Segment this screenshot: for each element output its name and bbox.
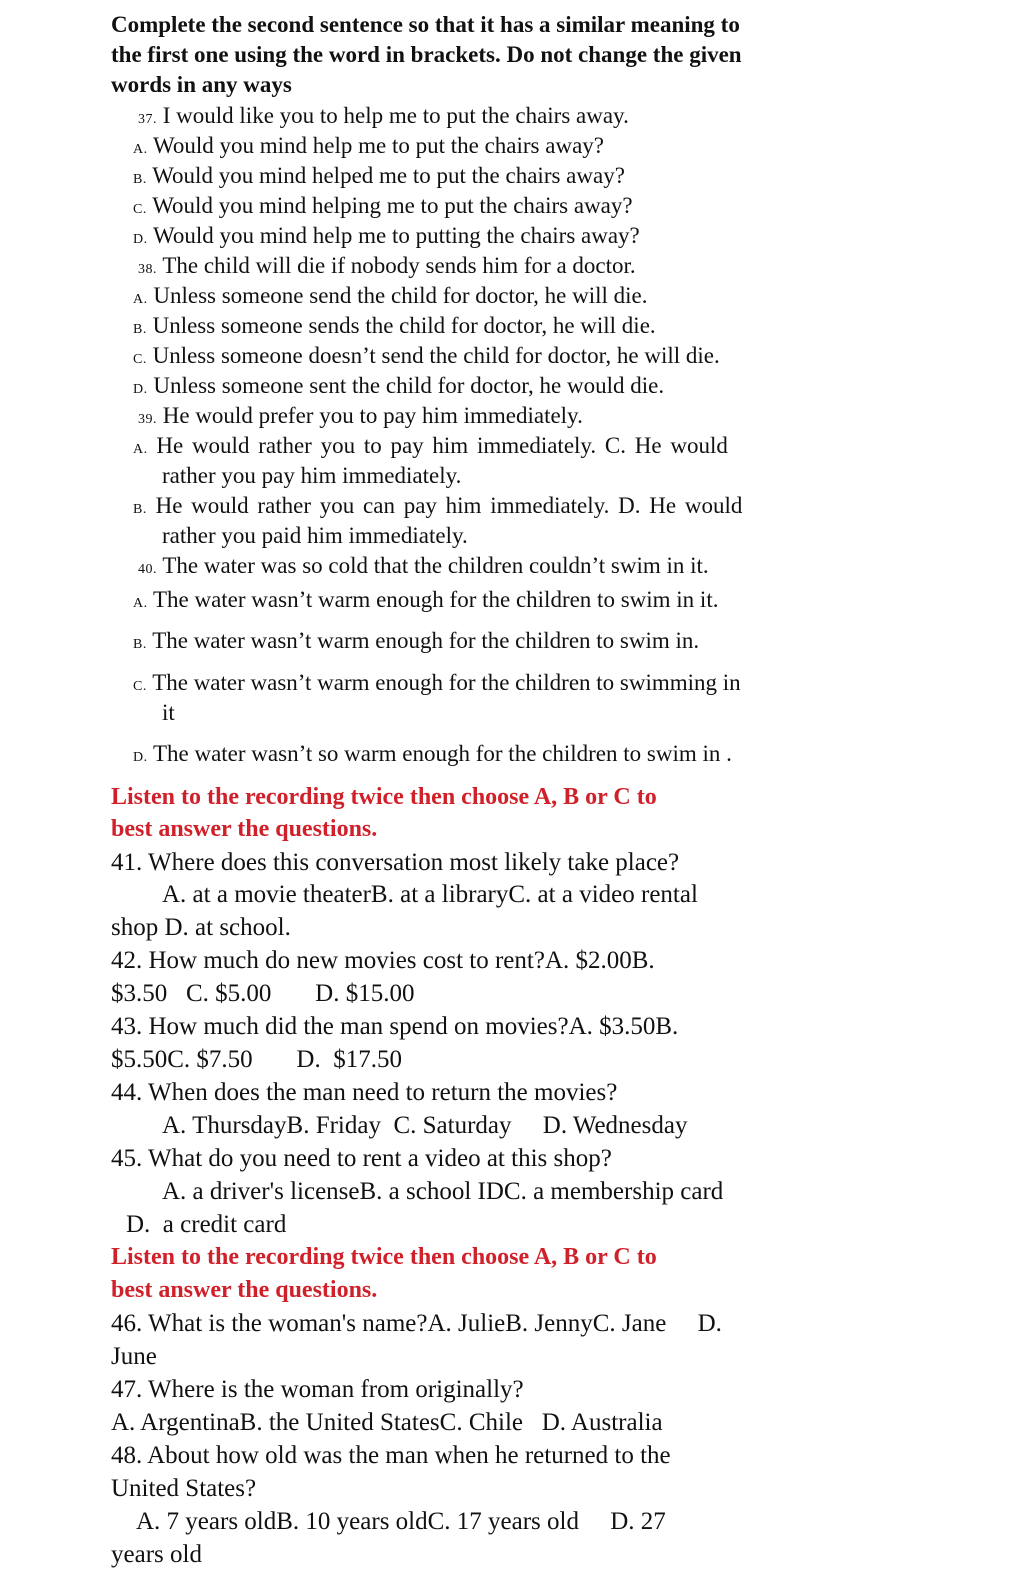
q46-options-cont: June: [111, 1343, 157, 1370]
option-text: The water wasn’t warm enough for the children to swim in it.: [152, 587, 719, 612]
option-text: Unless someone doesn’t send the child for doctor, he will die.: [152, 343, 720, 368]
q37-option-c: [133, 194, 633, 217]
q40-option-c-cont: it: [162, 700, 175, 725]
question-text: I would like you to help me to put the chairs away.: [162, 103, 629, 128]
q38-option-b: [133, 314, 656, 337]
option-text: The water wasn’t so warm enough for the children to swim in .: [152, 741, 732, 766]
instruction-line-1: Complete the second sentence so that it has a similar meaning to: [111, 12, 740, 37]
q45-options: A. a driver's licenseB. a school IDC. a membership card: [162, 1178, 724, 1205]
q40-option-a: [133, 588, 718, 611]
option-marker: C.: [133, 679, 147, 694]
question-number: 40.: [138, 562, 157, 577]
q38-option-c: [133, 344, 720, 367]
question-45: 45. What do you need to rent a video at this shop?: [111, 1145, 612, 1172]
question-48: 48. About how old was the man when he returned to the: [111, 1442, 671, 1469]
question-text: He would prefer you to pay him immediately.: [162, 403, 583, 428]
option-marker: B.: [133, 637, 147, 652]
question-48-cont: United States?: [111, 1475, 257, 1502]
option-text: Unless someone sends the child for doctor, he will die.: [152, 313, 656, 338]
q40-option-b: [133, 629, 699, 652]
question-37: [138, 104, 629, 127]
listening-heading-2-line-1: Listen to the recording twice then choose A, B or C to: [111, 1244, 657, 1270]
option-marker: D.: [133, 382, 148, 397]
listening-heading-1-line-1: Listen to the recording twice then choose A, B or C to: [111, 784, 657, 810]
question-46: 46. What is the woman's name?A. JulieB. JennyC. Jane D.: [111, 1310, 722, 1337]
q39-option-a-cont: rather you pay him immediately.: [162, 463, 462, 488]
option-text: Would you mind helped me to put the chairs away?: [152, 163, 625, 188]
q38-option-d: [133, 374, 664, 397]
q47-options: A. ArgentinaB. the United StatesC. Chile D. Australia: [111, 1409, 663, 1436]
option-text: Would you mind help me to putting the chairs away?: [152, 223, 640, 248]
q42-options-cont: $3.50 C. $5.00 D. $15.00: [111, 980, 415, 1007]
q37-option-d: [133, 224, 640, 247]
question-number: 37.: [138, 112, 157, 127]
option-marker: B.: [133, 172, 147, 187]
q44-options: A. ThursdayB. Friday C. Saturday D. Wednesday: [162, 1112, 688, 1139]
question-38: [138, 254, 636, 277]
listening-heading-2-line-2: best answer the questions.: [111, 1277, 378, 1303]
question-42: 42. How much do new movies cost to rent?A. $2.00B.: [111, 947, 655, 974]
q40-option-d: [133, 742, 732, 765]
question-41: 41. Where does this conversation most likely take place?: [111, 849, 680, 876]
option-marker: A.: [133, 292, 148, 307]
q37-option-b: [133, 164, 625, 187]
question-40: [138, 554, 709, 577]
option-text: He would rather you can pay him immediately. D. He would: [155, 493, 743, 518]
listening-heading-1-line-2: best answer the questions.: [111, 816, 378, 842]
q41-options-cont: shop D. at school.: [111, 914, 291, 941]
option-text: Unless someone sent the child for doctor, he would die.: [153, 373, 665, 398]
question-43: 43. How much did the man spend on movies?A. $3.50B.: [111, 1013, 679, 1040]
instruction-line-2: the first one using the word in brackets. Do not change the given: [111, 42, 742, 67]
option-marker: B.: [133, 502, 147, 517]
option-marker: A.: [133, 596, 148, 611]
instruction-line-3: words in any ways: [111, 72, 292, 97]
option-marker: D.: [133, 750, 148, 765]
option-text: Unless someone send the child for doctor, he will die.: [153, 283, 648, 308]
option-marker: C.: [133, 352, 147, 367]
option-text: The water wasn’t warm enough for the children to swimming in: [152, 670, 741, 695]
q37-option-a: [133, 134, 604, 157]
question-47: 47. Where is the woman from originally?: [111, 1376, 524, 1403]
q38-option-a: [133, 284, 647, 307]
option-text: He would rather you to pay him immediately. C. He would: [156, 433, 728, 458]
option-marker: B.: [133, 322, 147, 337]
q41-options: A. at a movie theaterB. at a libraryC. at a video rental: [162, 881, 698, 908]
question-text: The water was so cold that the children couldn’t swim in it.: [162, 553, 709, 578]
option-marker: A.: [133, 442, 148, 457]
question-number: 38.: [138, 262, 157, 277]
option-text: The water wasn’t warm enough for the children to swim in.: [152, 628, 700, 653]
q48-options-cont: years old: [111, 1541, 202, 1568]
question-44: 44. When does the man need to return the movies?: [111, 1079, 618, 1106]
q39-option-a: [133, 434, 728, 457]
option-marker: A.: [133, 142, 148, 157]
q40-option-c: [133, 671, 741, 694]
q45-options-cont: D. a credit card: [126, 1211, 287, 1238]
option-marker: C.: [133, 202, 147, 217]
q48-options: A. 7 years oldB. 10 years oldC. 17 years old D. 27: [136, 1508, 666, 1535]
question-text: The child will die if nobody sends him for a doctor.: [162, 253, 636, 278]
question-number: 39.: [138, 412, 157, 427]
q43-options-cont: $5.50C. $7.50 D. $17.50: [111, 1046, 402, 1073]
q39-option-b: [133, 494, 742, 517]
question-39: [138, 404, 583, 427]
option-marker: D.: [133, 232, 148, 247]
q39-option-b-cont: rather you paid him immediately.: [162, 523, 468, 548]
option-text: Would you mind helping me to put the chairs away?: [152, 193, 633, 218]
option-text: Would you mind help me to put the chairs away?: [152, 133, 604, 158]
